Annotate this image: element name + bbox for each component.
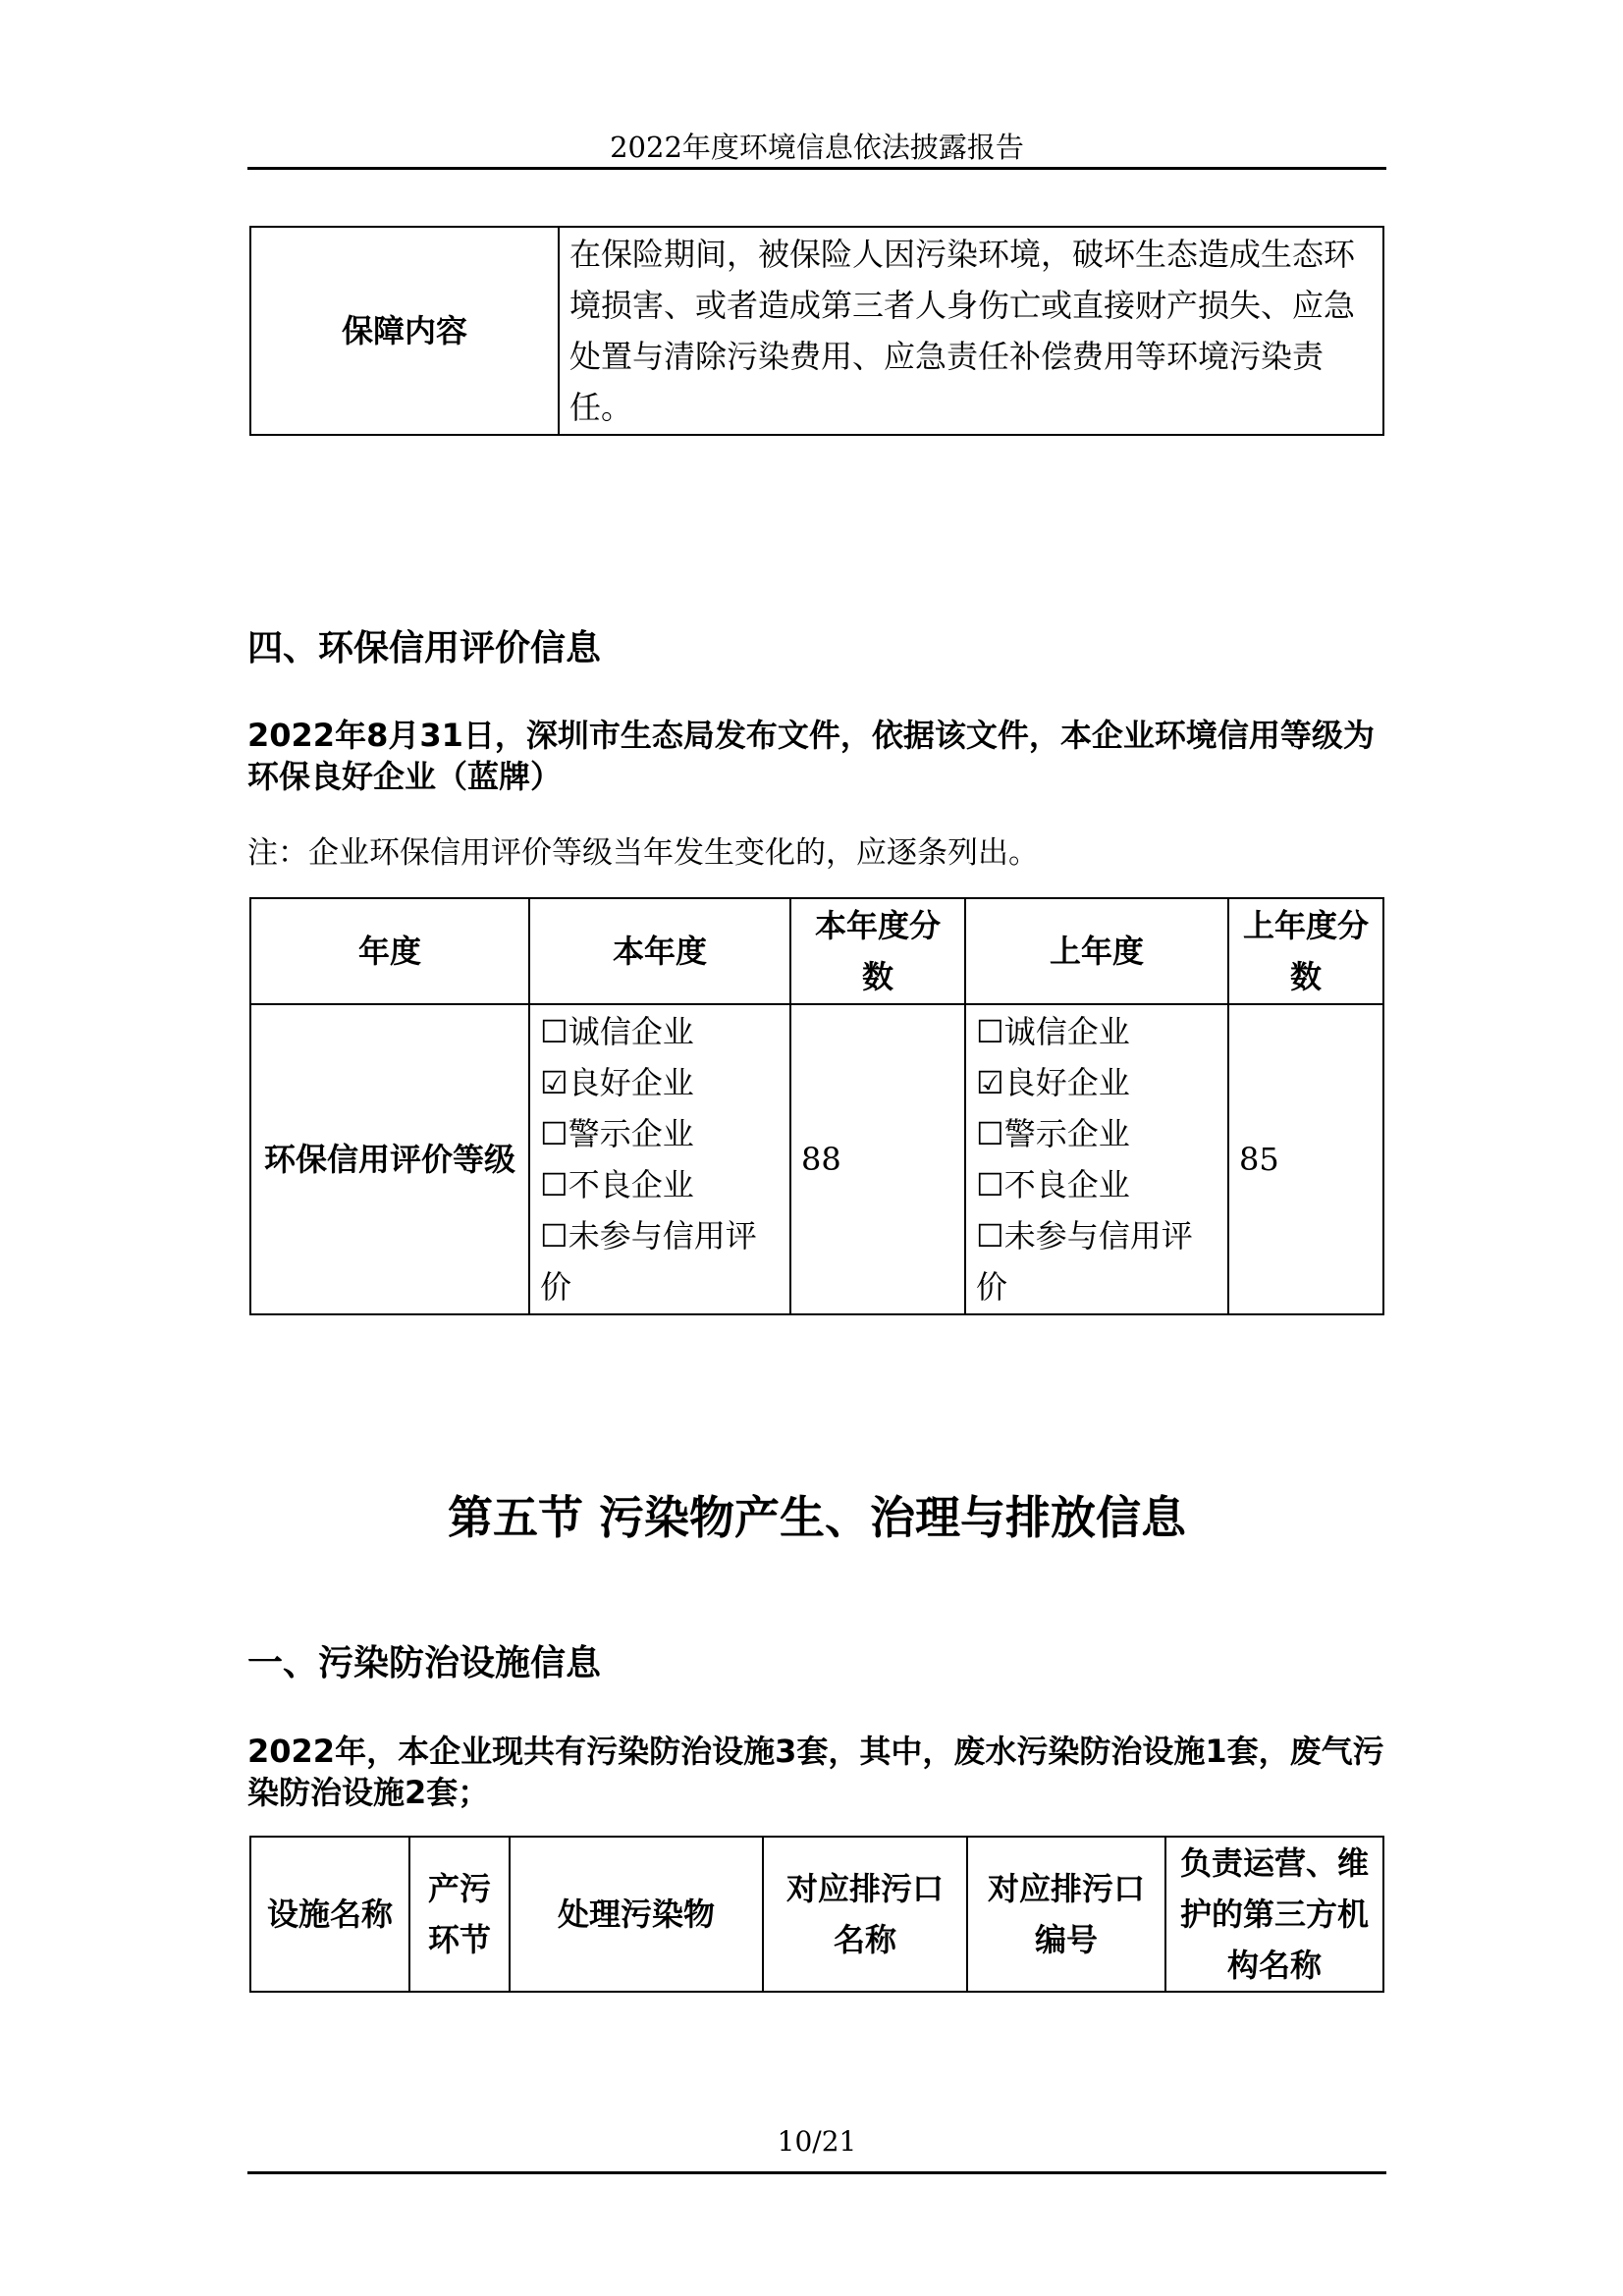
section4-statement: 2022年8月31日，深圳市生态局发布文件，依据该文件，本企业环境信用等级为环保良好企业（蓝牌） <box>247 717 1375 795</box>
facility-header-name: 设施名称 <box>250 1837 409 1992</box>
option-item: ☐未参与信用评价 <box>540 1217 757 1306</box>
credit-header-last-year-score: 上年度分数 <box>1228 898 1383 1004</box>
page-header: 2022年度环境信息依法披露报告 <box>610 131 1024 164</box>
option-item: ☐诚信企业 <box>976 1013 1130 1050</box>
facility-header-stage: 产污环节 <box>409 1837 510 1992</box>
credit-header-year: 年度 <box>250 898 529 1004</box>
option-item: ☐不良企业 <box>540 1166 694 1203</box>
section4-note: 注：企业环保信用评价等级当年发生变化的，应逐条列出。 <box>247 835 1039 871</box>
header-rule <box>247 167 1386 170</box>
last-year-score: 85 <box>1228 1004 1383 1314</box>
this-year-options <box>529 1004 790 1314</box>
insurance-content: 在保险期间，被保险人因污染环境，破坏生态造成生态环境损害、或者造成第三者人身伤亡或直接财产损失、应急处置与清除污染费用、应急责任补偿费用等环境污染责任。 <box>559 227 1383 435</box>
option-item: ☑良好企业 <box>976 1064 1130 1101</box>
facility-table <box>249 1836 1384 1993</box>
page-number: 10/21 <box>777 2125 857 2158</box>
section5-subheading: 一、污染防治设施信息 <box>247 1643 602 1683</box>
credit-header-this-year: 本年度 <box>529 898 790 1004</box>
section5-statement: 2022年，本企业现共有污染防治设施3套，其中，废水污染防治设施1套，废气污染防治设施2套； <box>247 1733 1384 1811</box>
facility-header-operator: 负责运营、维护的第三方机构名称 <box>1165 1837 1383 1992</box>
credit-header-last-year: 上年度 <box>965 898 1228 1004</box>
option-item: ☐不良企业 <box>976 1166 1130 1203</box>
insurance-label: 保障内容 <box>250 227 559 435</box>
option-item: ☐未参与信用评价 <box>976 1217 1193 1306</box>
this-year-score: 88 <box>790 1004 965 1314</box>
credit-row-label: 环保信用评价等级 <box>250 1004 529 1314</box>
option-item: ☑良好企业 <box>540 1064 694 1101</box>
credit-header-this-year-score: 本年度分数 <box>790 898 965 1004</box>
section4-heading: 四、环保信用评价信息 <box>247 628 602 668</box>
section5-title: 第五节 污染物产生、治理与排放信息 <box>447 1491 1186 1544</box>
option-item: ☐警示企业 <box>540 1115 694 1152</box>
option-item: ☐警示企业 <box>976 1115 1130 1152</box>
footer-rule <box>247 2171 1386 2174</box>
insurance-table <box>249 226 1384 436</box>
credit-table <box>249 897 1384 1315</box>
option-item: ☐诚信企业 <box>540 1013 694 1050</box>
facility-header-outlet-code: 对应排污口编号 <box>967 1837 1165 1992</box>
last-year-options <box>965 1004 1228 1314</box>
facility-header-outlet-name: 对应排污口名称 <box>763 1837 967 1992</box>
facility-header-pollutant: 处理污染物 <box>510 1837 763 1992</box>
